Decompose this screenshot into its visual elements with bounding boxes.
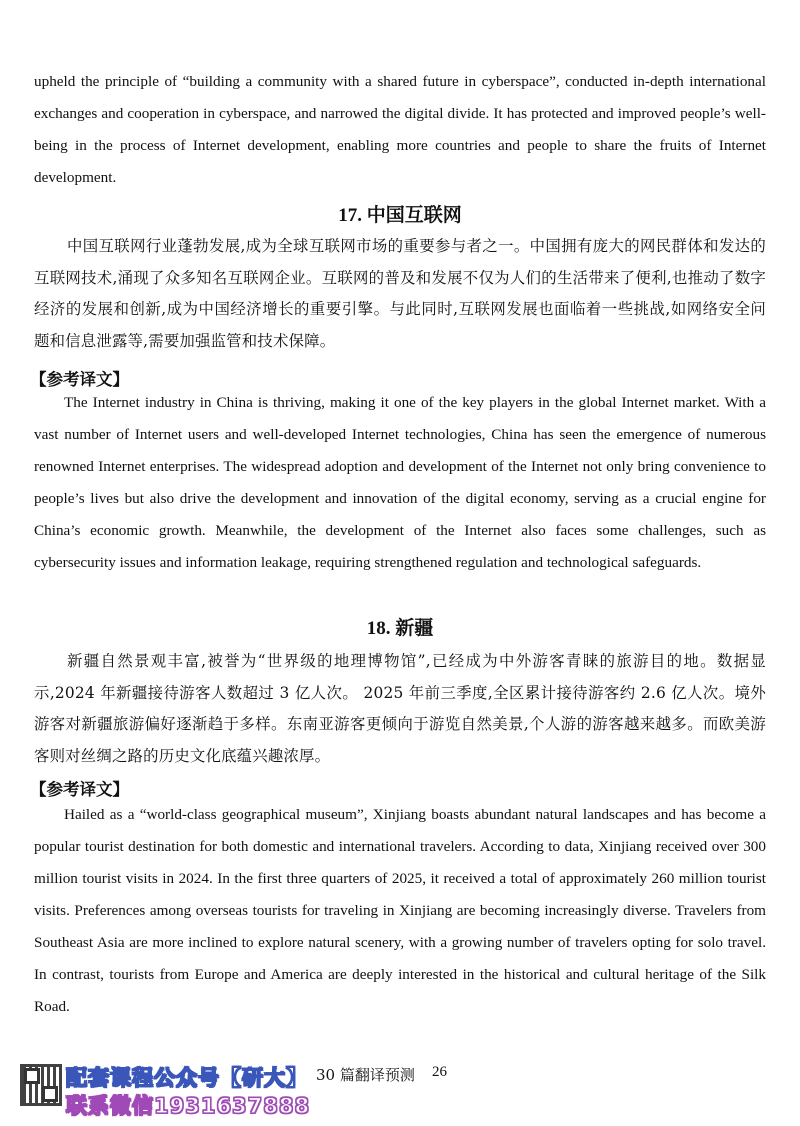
page-label: 30 篇翻译预测 xyxy=(316,1066,415,1084)
section-title-18: 18. 新疆 xyxy=(366,618,434,639)
qr-code-icon xyxy=(20,1064,62,1106)
chinese-source-18: 新疆自然景观丰富,被誉为“世界级的地理博物馆”,已经成为中外游客青睐的旅游目的地。数据显示,2024 年新疆接待游客人数超过 3 亿人次。 2025 年前三季度,全区累计接待游客约 2.6 亿人次。境外游客对新疆旅游偏好逐渐趋于多样。东南亚游客更倾向于游览自然美景,个人游的游客越来越多。而欧美游客则对丝绸之路的历史文化底蕴兴趣浓厚。 xyxy=(34,652,766,765)
english-translation-17: The Internet industry in China is thriving, making it one of the key players in the global Internet market. With a vast number of Internet users and well-developed Internet technologies, China has seen the emergence of numerous renowned Internet enterprises. The widespread adoption and development of the Internet not only bring convenience to people’s lives but also drive the development and innovation of the digital economy, serving as a crucial engine for China’s economic growth. Meanwhile, the development of the Internet also faces some challenges, such as cybersecurity issues and information leakage, requiring strengthened regulation and technological safeguards. xyxy=(34,394,766,571)
section-title-17: 17. 中国互联网 xyxy=(338,205,462,226)
page-footer xyxy=(0,1058,800,1126)
watermark-line-2: 联系微信1931637888 xyxy=(66,1094,311,1118)
page-number: 26 xyxy=(432,1064,447,1080)
reference-translation-label-18: 【参考译文】 xyxy=(30,780,129,799)
reference-translation-label-17: 【参考译文】 xyxy=(30,370,129,389)
english-translation-18: Hailed as a “world-class geographical museum”, Xinjiang boasts abundant natural landscapes and has become a popular tourist destination for both domestic and international travelers. According to data, Xinjiang received over 300 million tourist visits in 2024. In the first three quarters of 2025, it received a total of approximately 260 million tourist visits. Preferences among overseas tourists for traveling in Xinjiang are becoming increasingly diverse. Travelers from Southeast Asia are more inclined to explore natural scenery, with a growing number of travelers opting for solo travel. In contrast, tourists from Europe and America are deeply interested in the historical and cultural heritage of the Silk Road. xyxy=(34,806,766,1015)
intro-paragraph: upheld the principle of “building a community with a shared future in cyberspace”, conducted in-depth international exchanges and cooperation in cyberspace, and narrowed the digital divide. It has protected and improved people’s well-being in the process of Internet development, enabling more countries and people to share the fruits of Internet development. xyxy=(34,73,766,186)
chinese-source-17: 中国互联网行业蓬勃发展,成为全球互联网市场的重要参与者之一。中国拥有庞大的网民群体和发达的互联网技术,涌现了众多知名互联网企业。互联网的普及和发展不仅为人们的生活带来了便利,也推动了数字经济的发展和创新,成为中国经济增长的重要引擎。与此同时,互联网发展也面临着一些挑战,如网络安全问题和信息泄露等,需要加强监管和技术保障。 xyxy=(34,237,766,350)
watermark-line-1: 配套课程公众号【研大】 xyxy=(66,1066,308,1090)
